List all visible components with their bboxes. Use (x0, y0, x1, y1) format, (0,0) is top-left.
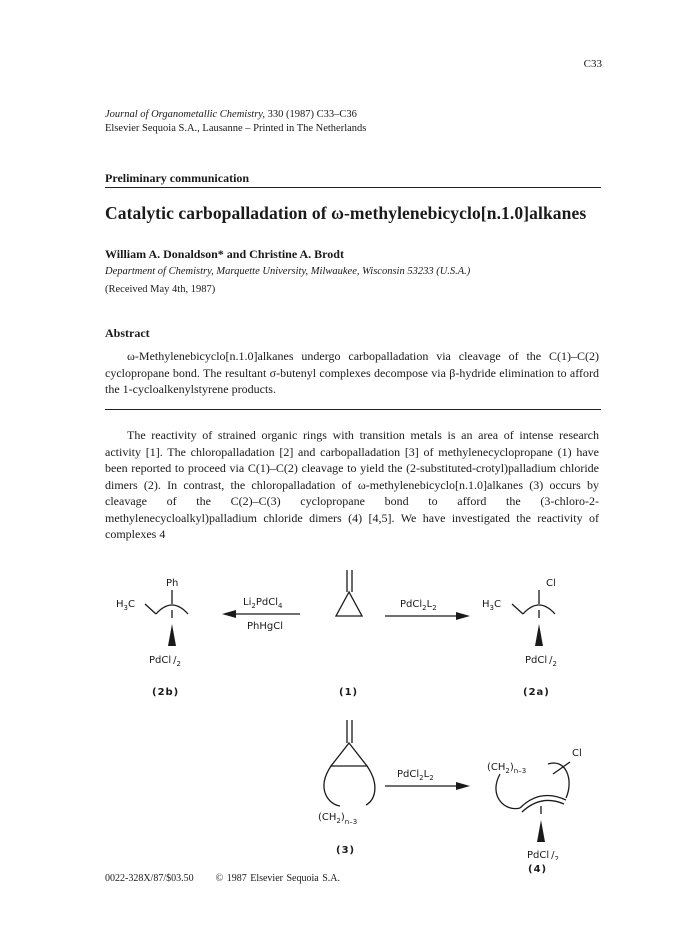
compound-label-2b: (2b) (152, 687, 180, 698)
received-date: (Received May 4th, 1987) (105, 284, 216, 295)
header-rule (105, 187, 601, 188)
structure-2b (116, 578, 188, 698)
body-paragraph: The reactivity of strained organic rings with transition metals is an area of intense research activity [1]. The chloropalladation [2] and carbopalladation [3] of methylenecyclopropane (1) have been reported to proceed via C(1)–C(2) cleavage to yield the (2-substituted-crotyl)palladium chloride dimers (2). In contrast, the chloropalladation of ω-methylenebicyclo[n.1.0]alkanes (3) occurs by cleavage of the C(2)–C(3) cyclopropane bond to afford the (3-chloro-2-methylenecycloalkyl)palladium chloride dimers (4) [4,5]. We have investigated the reactivity of complexes 4 (105, 428, 599, 541)
compound-label-4: (4) (528, 864, 548, 875)
reagent-li2pdcl4: $Li_2PdCl_4$ (243, 597, 283, 610)
section-label: Preliminary communication (105, 171, 250, 185)
abstract-paragraph: ω-Methylenebicyclo[n.1.0]alkanes undergo carbopalladation via cleavage of the C(1)–C(2) cyclopropane bond. The resultant σ-butenyl complexes decompose via β-hydride elimination to afford the 1-cycloalkenylstyrene products. (105, 349, 599, 396)
reagent-pdcl2l2: $PdCl_2L_2$ (400, 599, 437, 612)
structure-1 (336, 570, 362, 698)
compound-label-1: (1) (339, 687, 359, 698)
methyl-label-2b: $H_3C$ (116, 599, 135, 612)
compound-label-2a: (2a) (523, 687, 550, 698)
bond-wedge-2a (535, 624, 543, 646)
arrow-lower (385, 769, 470, 790)
abstract-rule (105, 409, 601, 410)
publisher-line: Elsevier Sequoia S.A., Lausanne – Printed in The Netherlands (105, 123, 367, 134)
structure-2a (482, 578, 557, 698)
compound-label-3: (3) (336, 845, 356, 856)
issn-code: 0022-328X/87/$03.50 (105, 873, 194, 884)
journal-volume: 330 (1987) C33–C36 (265, 109, 357, 120)
structure-3 (318, 720, 375, 856)
chloro-label-4: Cl (572, 748, 582, 759)
abstract-heading: Abstract (105, 326, 150, 340)
journal-name: Journal of Organometallic Chemistry, (105, 109, 266, 120)
journal-citation (105, 108, 366, 136)
ch2-label-4: $(CH_2)_{n-3}$ (487, 762, 527, 775)
reagent-phhgcl: PhHgCl (247, 621, 283, 632)
affiliation: Department of Chemistry, Marquette University, Milwaukee, Wisconsin 53233 (U.S.A.) (105, 266, 471, 277)
methyl-label-2a: $H_3C$ (482, 599, 501, 612)
pdcl-label-2b: PdCl $/_2$ (149, 655, 181, 668)
bond-wedge-4 (537, 820, 545, 842)
reagent-pdcl2l2-lower: $PdCl_2L_2$ (397, 769, 434, 782)
arrow-left (222, 597, 300, 632)
ch2-label-3: $(CH_2)_{n-3}$ (318, 812, 358, 826)
copyright: © 1987 Elsevier Sequoia S.A. (215, 873, 340, 884)
reaction-scheme (0, 560, 680, 860)
authors: William A. Donaldson* and Christine A. Brodt (105, 247, 344, 261)
article-title: Catalytic carbopalladation of ω-methylenebicyclo[n.1.0]alkanes (105, 203, 587, 223)
body-text (105, 427, 599, 543)
structure-4 (487, 748, 582, 860)
pdcl-label-4: PdCl $/_2$ (527, 850, 559, 860)
pdcl-label-2a: PdCl $/_2$ (525, 655, 557, 668)
footer (105, 873, 362, 884)
arrow-right (385, 599, 470, 620)
page-number: C33 (583, 58, 602, 70)
abstract-text (105, 348, 599, 398)
bond-wedge-2b (168, 624, 176, 646)
phenyl-label: Ph (166, 578, 179, 589)
chloro-label-2a: Cl (546, 578, 556, 589)
